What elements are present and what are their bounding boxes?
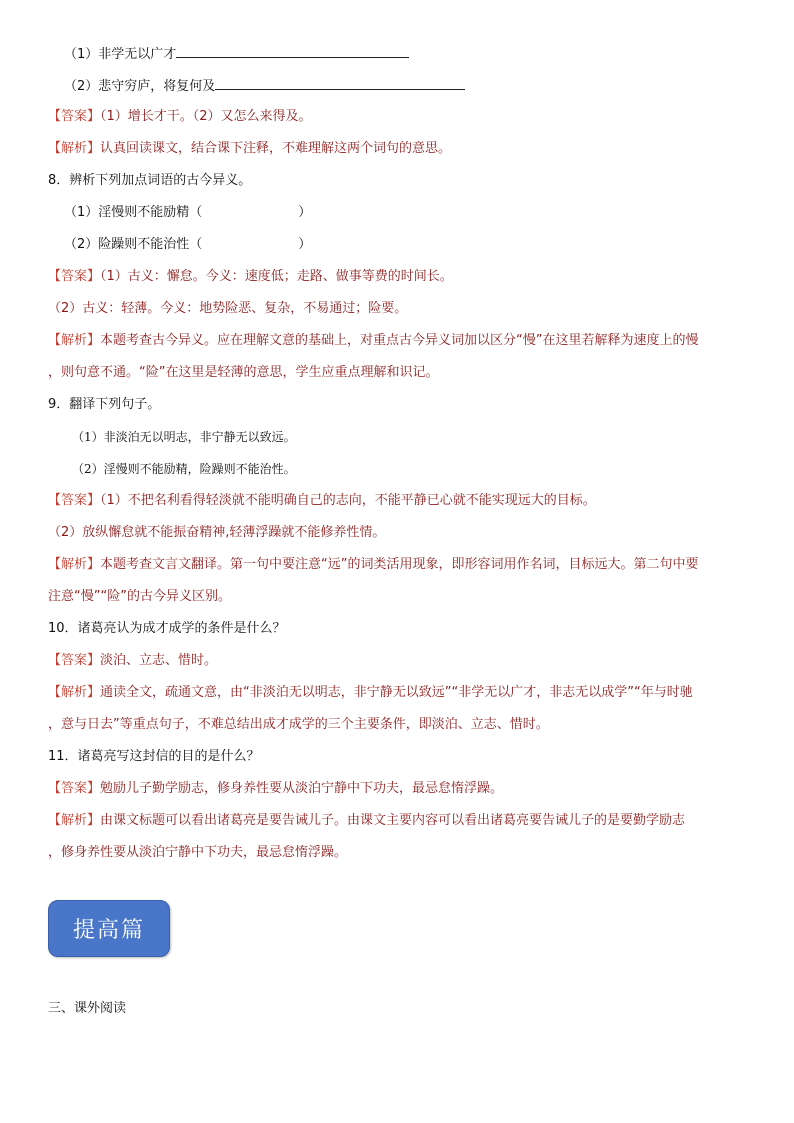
q8-title: 8．辨析下列加点词语的古今异义。 bbox=[48, 173, 252, 188]
section-3-heading: 三、课外阅读 bbox=[48, 1001, 127, 1016]
q8-answer-2: （2）古义：轻薄。今义：地势险恶、复杂，不易通过；险要。 bbox=[48, 301, 408, 316]
q9-analysis-2: 注意“慢”“险”的古今异义区别。 bbox=[48, 589, 231, 604]
q10-analysis-1: 【解析】通读全文，疏通文意，由“非淡泊无以明志，非宁静无以致远”“非学无以广才，非志无以成学”“年与时驰 bbox=[48, 685, 693, 700]
q9-answer-1: 【答案】（1）不把名利看得轻淡就不能明确自己的志向，不能平静已心就不能实现远大的目标。 bbox=[48, 493, 596, 508]
q10-analysis-2: ，意与日去”等重点句子，不难总结出成才成学的三个主要条件，即淡泊、立志、惜时。 bbox=[48, 717, 549, 732]
q9-item-2: （2）淫慢则不能励精，险躁则不能治性。 bbox=[72, 462, 296, 476]
q11-analysis-1: 【解析】由课文标题可以看出诸葛亮是要告诫儿子。由课文主要内容可以看出诸葛亮要告诫儿子的是要勤学励志 bbox=[48, 813, 686, 828]
q8-answer-1: 【答案】（1）古义：懈怠。今义：速度低；走路、做事等费的时间长。 bbox=[48, 269, 453, 284]
q8-analysis-1: 【解析】本题考查古今异义。应在理解文意的基础上，对重点古今异义词加以区分“慢”在这里若解释为速度上的慢 bbox=[48, 333, 699, 348]
q8-item-1: （1）淫慢则不能励精（ ） bbox=[64, 205, 312, 220]
q8-item-2: （2）险躁则不能治性（ ） bbox=[64, 237, 312, 252]
q7-item-2: （2）悲守穷庐，将复何及 bbox=[64, 76, 465, 96]
q9-answer-2: （2）放纵懈怠就不能振奋精神,轻薄浮躁就不能修养性情。 bbox=[48, 525, 386, 540]
q9-item-1: （1）非淡泊无以明志，非宁静无以致远。 bbox=[72, 430, 296, 444]
answer-blank[interactable] bbox=[176, 44, 409, 58]
q11-analysis-2: ，修身养性要从淡泊宁静中下功夫，最忌怠惰浮躁。 bbox=[48, 845, 348, 860]
section-badge: 提高篇 bbox=[48, 900, 170, 957]
q7-analysis: 【解析】认真回读课文，结合课下注释，不难理解这两个词句的意思。 bbox=[48, 141, 452, 156]
q11-title: 11．诸葛亮写这封信的目的是什么？ bbox=[48, 749, 260, 764]
q9-analysis-1: 【解析】本题考查文言文翻译。第一句中要注意“远”的词类活用现象，即形容词用作名词，目标远大。第二句中要 bbox=[48, 557, 699, 572]
q9-title: 9．翻译下列句子。 bbox=[48, 397, 161, 412]
q11-answer: 【答案】勉励儿子勤学励志，修身养性要从淡泊宁静中下功夫，最忌怠惰浮躁。 bbox=[48, 781, 504, 796]
q7-item-1: （1）非学无以广才 bbox=[64, 44, 409, 64]
q8-analysis-2: ，则句意不通。“险”在这里是轻薄的意思，学生应重点理解和识记。 bbox=[48, 365, 439, 380]
answer-blank[interactable] bbox=[215, 76, 465, 90]
q7-answer: 【答案】（1）增长才干。（2）又怎么来得及。 bbox=[48, 109, 312, 124]
q10-answer: 【答案】淡泊、立志、惜时。 bbox=[48, 653, 218, 668]
q10-title: 10．诸葛亮认为成才成学的条件是什么？ bbox=[48, 621, 286, 636]
